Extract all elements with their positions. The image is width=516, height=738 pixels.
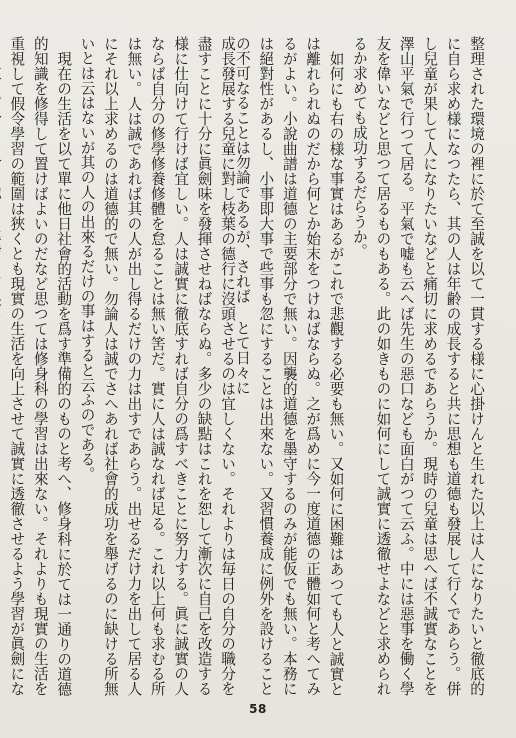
page-number: 58 <box>249 702 267 716</box>
paragraph: 現在の生活を以て單に他日社會的活動を爲す準備的のものと考へ、修身科に於ては一通りの道德的知識を修得して置けばよいのだなど思つては修身科の學習は出來ない。それよりも現實の生活を重視して假令學習の範圍は狹くとも現實の生活を向上させて誠實に透徹させるよう學習が眞劍にな <box>8 36 73 696</box>
text-block-right <box>233 36 488 696</box>
paragraph: 成長發展する兒童に對し枝葉の德行に沒頭させるのは宜しくない。それよりは毎日の自分の職分を盡すことに十分に眞劍味を發揮させねばならぬ。多少の缺點はこれを恕して漸次に自己を改造する様に仕向けて行けば宜しい。人は誠實に徹底すれば自分の爲すべきことに努力する。眞に誠實の人ならば自分の修學修養修體を怠ることは無い筈だ。實に人は誠なれば足る。これ以上何も求むる所は無い。人は誠であれば其の人が出し得るだけの力は出すであらう。出せるだけ力を出して居る人にそれ以上求めるのは道德的で無い。勿論人は誠でさへあれば社會的成功を舉げるのに缺ける所無いとは云はないが其の人の出來るだけの事はすると云ふのである。 <box>78 36 236 696</box>
text-block-left <box>8 36 239 696</box>
paragraph: 整理された環境の裡に於て至誠を以て一貫する様に心掛けんと生れた以上は人になりたいと徹底的に自ら求め様になつたら、其の人は年齢の成長すると共に思想も道德も發展して行くであらう。併し兒童が果して人になりたいなどと痛切に求めるであらうか。現時の兒童は思へば不誠實なことを澤山平氣で行つて居る。平氣で嘘も云へば先生の惡口なども面白がつて云ふ。中には惡事を働く學友を偉いなどと思つて居るものもある。此の如きものに如何にして誠實に透徹せよなどと求められるか求めても成功するだらうか。 <box>350 36 485 696</box>
paragraph: 如何にも右の様な事實はあるがこれで悲觀する必要も無い。又如何に困難はあつても人と誠實とは離れられぬのだから何とか始末をつけねばならぬ。之が爲めに今一度道德の正體如何と考へてみるがよい。小說曲譜は道德の主要部分で無い。因襲的道德を墨守するのみが能仮でも無い。本務には絕對性があるし、小事即大事で些事も忽にすることは出來ない。又習慣養成に例外を設けることの不可なることは勿論であるが、されば とて日々に <box>233 36 345 696</box>
